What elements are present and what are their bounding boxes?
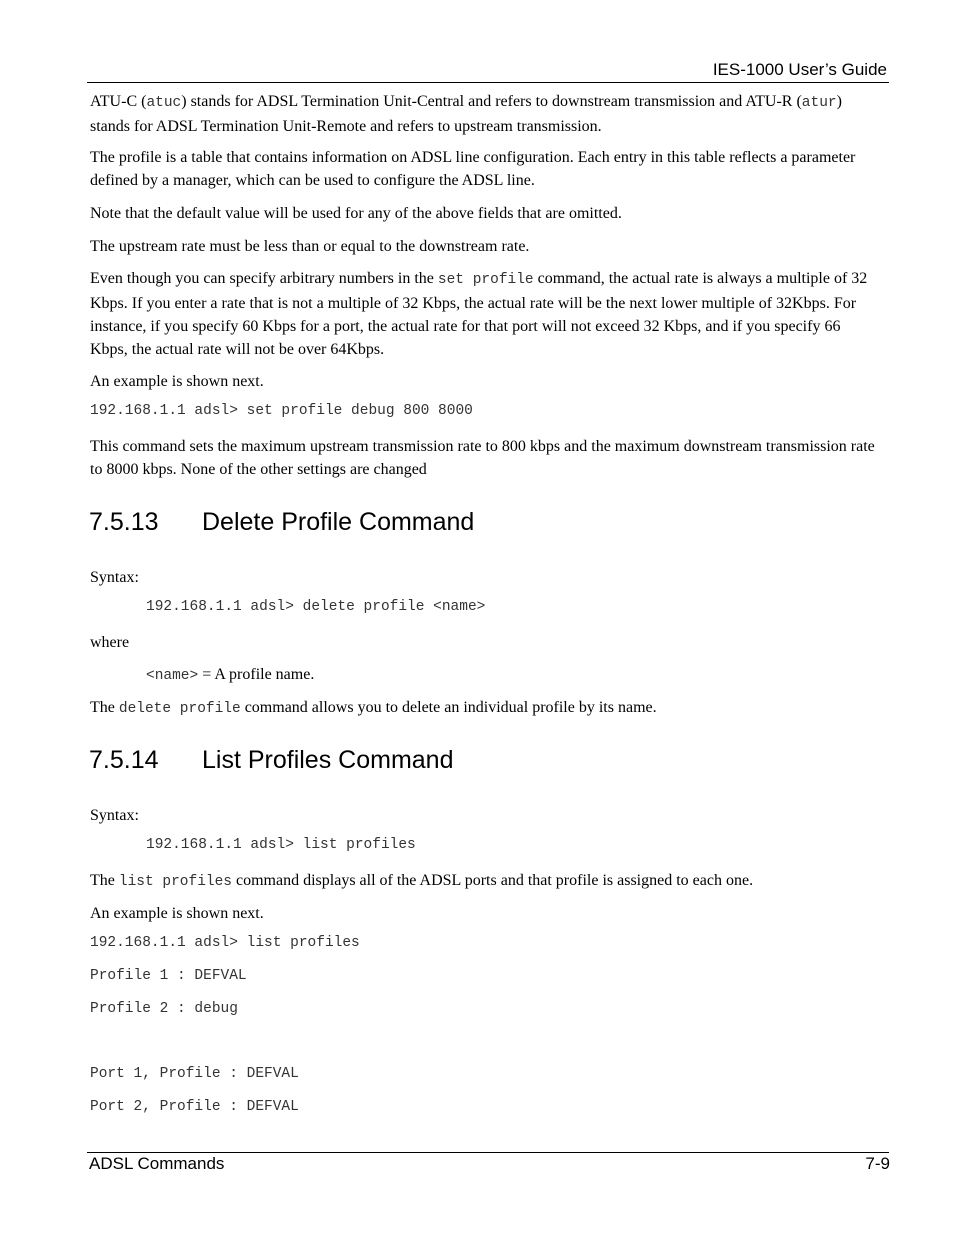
section-heading-list-profiles bbox=[89, 746, 453, 775]
running-header-title: IES-1000 User’s Guide bbox=[712, 60, 887, 79]
text-fragment: ) stands for ADSL Termination Unit-Central and refers to downstream transmission and ATU-R ( bbox=[181, 93, 802, 110]
syntax-label: Syntax: bbox=[90, 807, 139, 824]
text-fragment: ATU-C ( bbox=[90, 93, 147, 110]
code-example-line: Profile 1 : DEFVAL bbox=[90, 968, 247, 984]
footer-chapter-title: ADSL Commands bbox=[89, 1154, 225, 1173]
footer-rule bbox=[87, 1152, 889, 1153]
text-fragment: command displays all of the ADSL ports and that profile is assigned to each one. bbox=[232, 872, 754, 889]
where-label: where bbox=[90, 634, 130, 651]
code-atuc: atuc bbox=[146, 95, 182, 111]
code-example-line: Port 2, Profile : DEFVAL bbox=[90, 1099, 299, 1115]
paragraph-profile-table: The profile is a table that contains information on ADSL line configuration. Each entry in this table reflects a parameter defined by a manager, which can be used to configure the ADSL line. bbox=[90, 149, 856, 189]
paragraph-rate-multiple bbox=[90, 267, 880, 361]
footer-page-number: 7-9 bbox=[865, 1154, 890, 1173]
paragraph-example-explanation: This command sets the maximum upstream transmission rate to 800 kbps and the maximum downstream transmission rate to 8000 kbps. None of the other settings are changed bbox=[90, 438, 875, 478]
code-atur: atur bbox=[801, 95, 837, 111]
section-title: List Profiles Command bbox=[202, 746, 454, 774]
code-example-line: Port 1, Profile : DEFVAL bbox=[90, 1066, 299, 1082]
code-example-set-profile: 192.168.1.1 adsl> set profile debug 800 8000 bbox=[90, 403, 473, 419]
code-list-profiles: list profiles bbox=[118, 874, 232, 890]
section-title: Delete Profile Command bbox=[202, 508, 475, 536]
header-rule bbox=[87, 82, 889, 83]
code-set-profile: set profile bbox=[437, 272, 534, 288]
paragraph-upstream-rate: The upstream rate must be less than or equal to the downstream rate. bbox=[90, 238, 530, 255]
code-list-profiles-syntax: 192.168.1.1 adsl> list profiles bbox=[146, 837, 416, 853]
text-fragment: The bbox=[90, 872, 119, 889]
section-number: 7.5.13 bbox=[89, 508, 159, 536]
paragraph-delete-description bbox=[90, 696, 880, 721]
section-number: 7.5.14 bbox=[89, 746, 159, 774]
code-delete-profile-syntax: 192.168.1.1 adsl> delete profile <name> bbox=[146, 599, 486, 615]
text-fragment: Even though you can specify arbitrary numbers in the bbox=[90, 270, 438, 287]
text-fragment: ) stands for ADSL Termination Unit-Remote and refers to upstream transmission. bbox=[90, 93, 842, 135]
paragraph-example-intro: An example is shown next. bbox=[90, 373, 264, 390]
section-heading-delete-profile bbox=[89, 508, 474, 537]
code-example-line: Profile 2 : debug bbox=[90, 1001, 238, 1017]
code-name-param: <name> bbox=[146, 668, 199, 684]
parameter-definition bbox=[146, 663, 314, 688]
code-example-line: 192.168.1.1 adsl> list profiles bbox=[90, 935, 360, 951]
text-fragment: command, the actual rate is always a multiple of 32 Kbps. If you enter a rate that is not a multiple of 32 Kbps, the actual rate will be the next lower multiple of 32Kbps. For instance, if you specify 60 Kbps for a port, the actual rate for that port will not exceed 32 Kbps, and if you specify 66 Kbps, the actual rate will not be over 64Kbps. bbox=[90, 270, 868, 358]
param-description: = A profile name. bbox=[198, 666, 315, 683]
paragraph-example-intro: An example is shown next. bbox=[90, 905, 264, 922]
paragraph-list-description bbox=[90, 869, 880, 894]
code-delete-profile: delete profile bbox=[118, 701, 241, 717]
syntax-label: Syntax: bbox=[90, 569, 139, 586]
text-fragment: The bbox=[90, 699, 119, 716]
paragraph-default-value: Note that the default value will be used for any of the above fields that are omitted. bbox=[90, 205, 622, 222]
text-fragment: command allows you to delete an individual profile by its name. bbox=[240, 699, 657, 716]
paragraph-atu-definitions bbox=[90, 90, 880, 138]
